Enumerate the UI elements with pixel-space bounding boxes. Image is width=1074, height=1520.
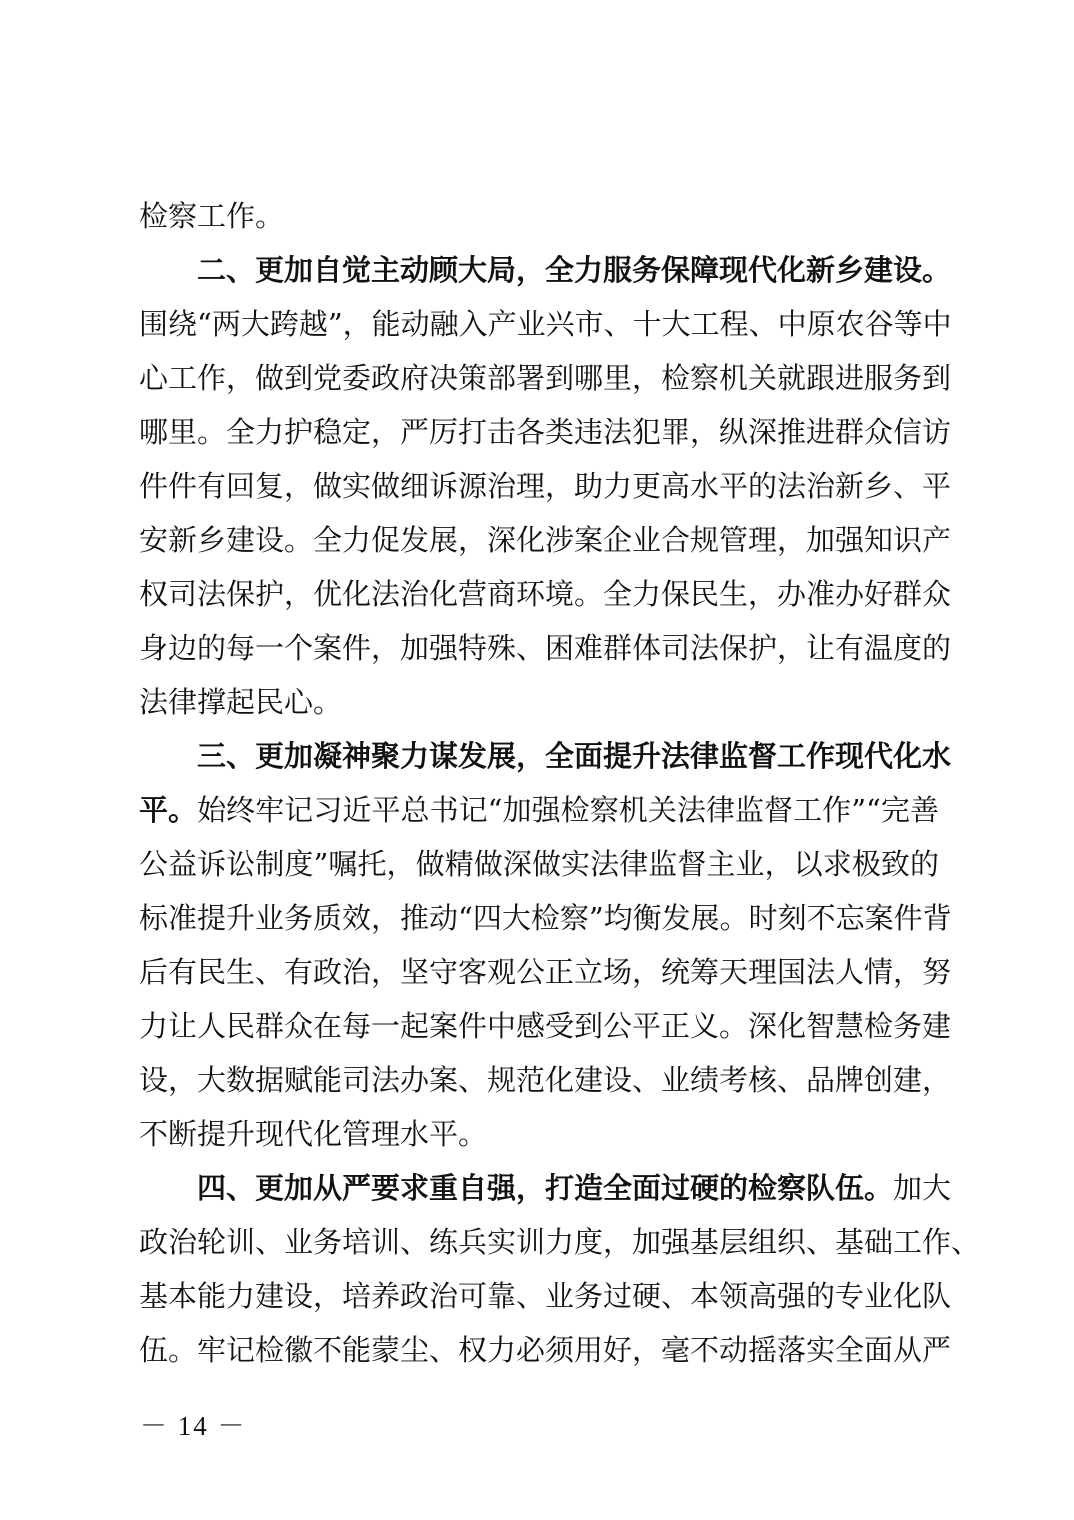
text-line	[139, 567, 952, 621]
text-span: 公益诉讼制度”嘱托，做精做深做实法律监督主业，以求极致的	[139, 847, 939, 881]
text-line	[139, 513, 952, 567]
text-line	[139, 351, 952, 405]
text-line	[139, 189, 939, 243]
text-line	[139, 1269, 952, 1323]
text-line	[139, 621, 952, 675]
section-heading: 四、更加从严要求重自强，打造全面过硬的检察队伍。	[197, 1171, 894, 1205]
text-line	[139, 297, 952, 351]
text-line	[139, 999, 952, 1053]
text-line	[139, 1053, 952, 1107]
text-span: 法律撑起民心。	[139, 685, 343, 719]
text-span: 件件有回复，做实做细诉源治理，助力更高水平的法治新乡、平	[139, 469, 952, 503]
text-span: 检察工作。	[139, 199, 285, 233]
text-span: 设，大数据赋能司法办案、规范化建设、业绩考核、品牌创建，	[139, 1063, 952, 1097]
text-line	[139, 891, 952, 945]
text-span: 标准提升业务质效，推动“四大检察”均衡发展。时刻不忘案件背	[139, 901, 952, 935]
text-span: 心工作，做到党委政府决策部署到哪里，检察机关就跟进服务到	[139, 361, 952, 395]
text-span: 围绕“两大跨越”，能动融入产业兴市、十大工程、中原农谷等中	[139, 307, 952, 341]
text-span: 政治轮训、业务培训、练兵实训力度，加强基层组织、基础工作、	[139, 1225, 981, 1259]
section-heading: 三、更加凝神聚力谋发展，全面提升法律监督工作现代化水	[197, 739, 952, 773]
text-line	[139, 783, 939, 837]
heading-line	[139, 1161, 952, 1215]
text-span: 不断提升现代化管理水平。	[139, 1117, 488, 1151]
text-span: 始终牢记习近平总书记“加强检察机关法律监督工作”“完善	[197, 793, 939, 827]
section-heading-tail: 平。	[139, 793, 198, 827]
heading-line	[139, 729, 952, 783]
text-line	[139, 945, 952, 999]
text-span: 哪里。全力护稳定，严厉打击各类违法犯罪，纵深推进群众信访	[139, 415, 952, 449]
text-span: 力让人民群众在每一起案件中感受到公平正义。深化智慧检务建	[139, 1009, 952, 1043]
text-span: 后有民生、有政治，坚守客观公正立场，统筹天理国法人情，努	[139, 955, 952, 989]
section-heading: 二、更加自觉主动顾大局，全力服务保障现代化新乡建设。	[197, 253, 952, 287]
text-span: 身边的每一个案件，加强特殊、困难群体司法保护，让有温度的	[139, 631, 952, 665]
text-span: 权司法保护，优化法治化营商环境。全力保民生，办准办好群众	[139, 577, 952, 611]
page-body	[139, 189, 981, 1377]
text-span: 安新乡建设。全力促发展，深化涉案企业合规管理，加强知识产	[139, 523, 952, 557]
text-line	[139, 837, 939, 891]
text-line	[139, 1107, 939, 1161]
text-line	[139, 405, 952, 459]
page-number: － 14 －	[140, 1411, 247, 1441]
text-line	[139, 1323, 952, 1377]
text-line	[139, 459, 952, 513]
text-line	[139, 675, 939, 729]
text-span: 加大	[893, 1171, 952, 1205]
text-span: 伍。牢记检徽不能蒙尘、权力必须用好，毫不动摇落实全面从严	[139, 1333, 952, 1367]
heading-line	[139, 243, 952, 297]
text-line	[139, 1215, 981, 1269]
text-span: 基本能力建设，培养政治可靠、业务过硬、本领高强的专业化队	[139, 1279, 952, 1313]
